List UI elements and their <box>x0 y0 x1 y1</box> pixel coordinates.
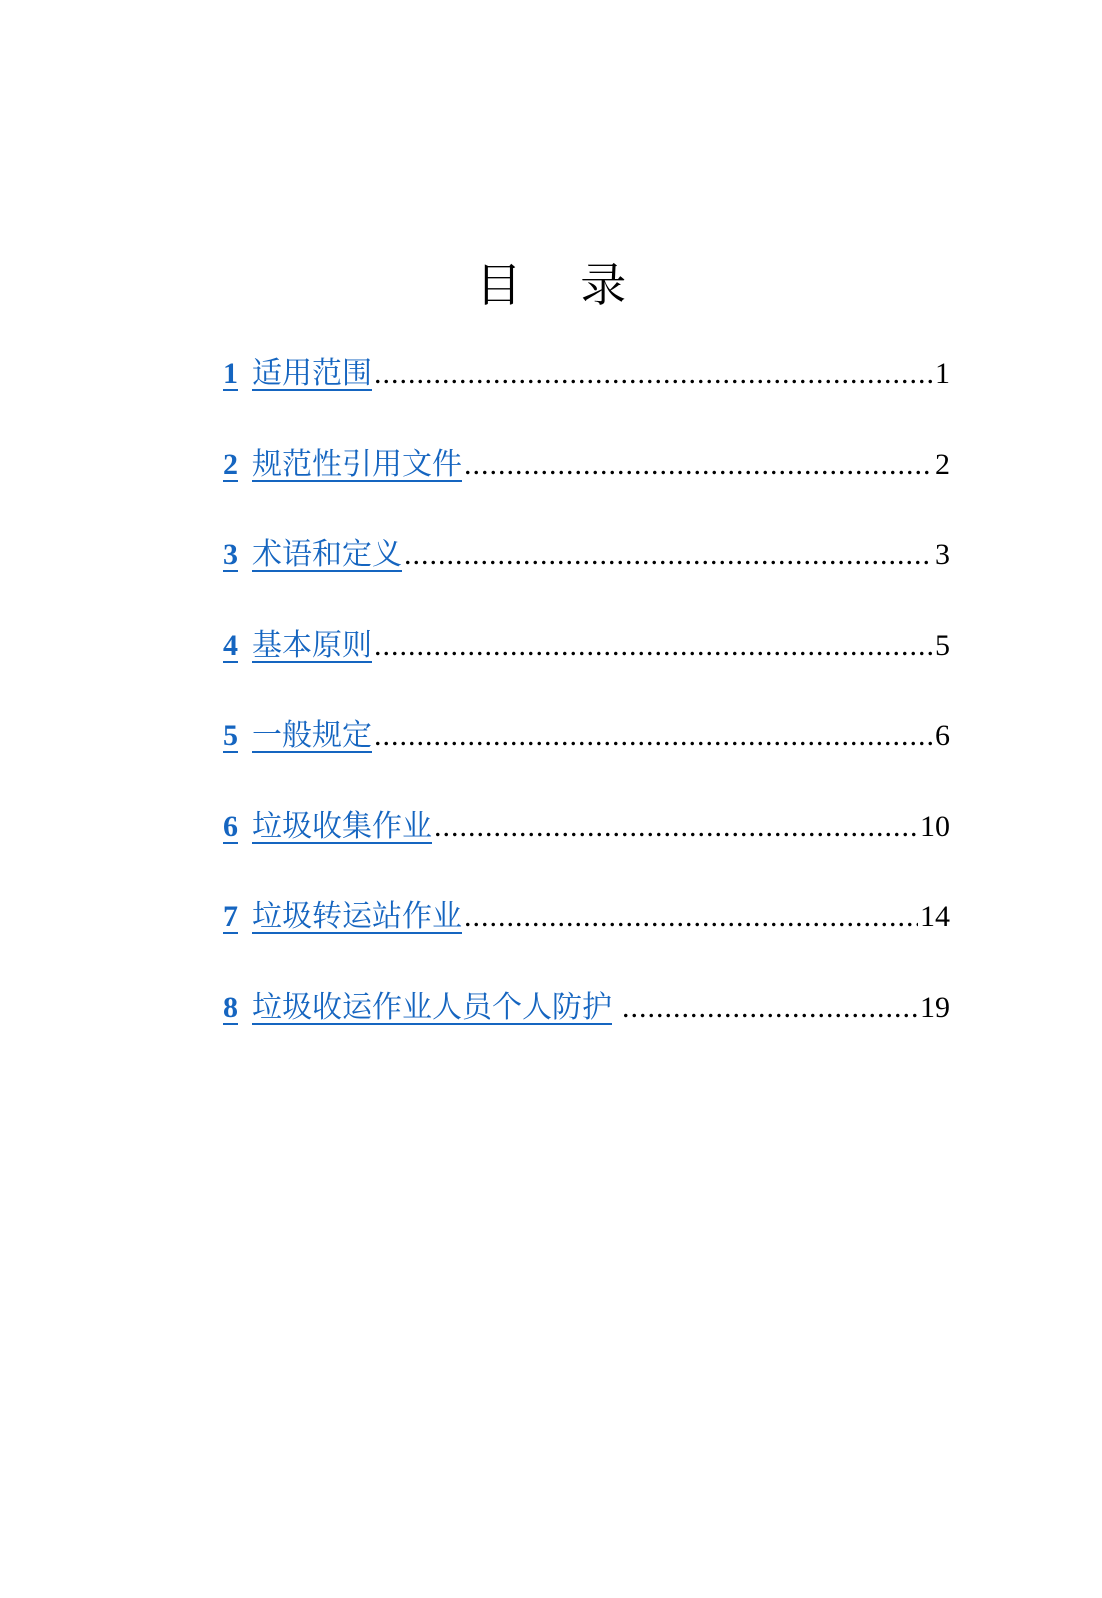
toc-link-2[interactable] <box>223 437 462 493</box>
toc-page-number: 14 <box>920 900 950 933</box>
toc-section-title: 基本原则 <box>252 627 372 663</box>
toc-dot-leader <box>374 708 933 764</box>
toc-page-number: 5 <box>935 628 950 662</box>
toc-section-number: 1 <box>223 357 238 390</box>
toc-section-number: 3 <box>223 538 238 571</box>
toc-link-7[interactable] <box>223 889 462 945</box>
toc-page-number: 10 <box>920 809 950 843</box>
toc-section-title: 术语和定义 <box>252 537 402 572</box>
toc-link-1[interactable] <box>223 346 372 402</box>
toc-entry-7 <box>223 889 950 945</box>
toc-section-number: 2 <box>223 447 238 481</box>
toc-dot-leader <box>404 527 933 583</box>
toc-dot-leader <box>464 437 933 493</box>
toc-entry-2 <box>223 437 950 493</box>
toc-page-number: 19 <box>920 990 950 1024</box>
toc-entry-3 <box>223 527 950 583</box>
toc-section-number: 8 <box>223 990 238 1024</box>
toc-section-title: 规范性引用文件 <box>252 446 462 482</box>
toc-section-number: 4 <box>223 628 238 662</box>
toc-dot-leader <box>434 799 918 855</box>
toc-section-number: 6 <box>223 809 238 843</box>
toc-page-number: 1 <box>935 357 950 390</box>
toc-section-number: 5 <box>223 719 238 752</box>
toc-section-title: 垃圾转运站作业 <box>252 899 462 934</box>
toc-entry-6 <box>223 799 950 855</box>
toc-dot-leader <box>622 980 918 1036</box>
toc-dot-leader <box>374 618 933 674</box>
toc-link-3[interactable] <box>223 527 402 583</box>
toc-entry-4 <box>223 618 950 674</box>
toc-section-title: 垃圾收运作业人员个人防护 <box>252 989 612 1025</box>
toc-dot-leader <box>464 889 918 945</box>
toc-section-number: 7 <box>223 900 238 933</box>
toc-link-4[interactable] <box>223 618 372 674</box>
toc-section-title: 垃圾收集作业 <box>252 808 432 844</box>
toc-section-title: 一般规定 <box>252 718 372 753</box>
toc-page-number: 2 <box>935 447 950 481</box>
toc-entry-8 <box>223 980 950 1036</box>
toc-page-number: 3 <box>935 538 950 571</box>
table-of-contents <box>223 346 950 1070</box>
toc-page-number: 6 <box>935 719 950 752</box>
toc-entry-1 <box>223 346 950 402</box>
toc-link-6[interactable] <box>223 799 432 855</box>
toc-title: 目 录 <box>475 258 649 312</box>
toc-link-8[interactable] <box>223 980 612 1036</box>
toc-section-title: 适用范围 <box>252 356 372 391</box>
toc-entry-5 <box>223 708 950 764</box>
toc-dot-leader <box>374 346 933 402</box>
toc-link-5[interactable] <box>223 708 372 764</box>
